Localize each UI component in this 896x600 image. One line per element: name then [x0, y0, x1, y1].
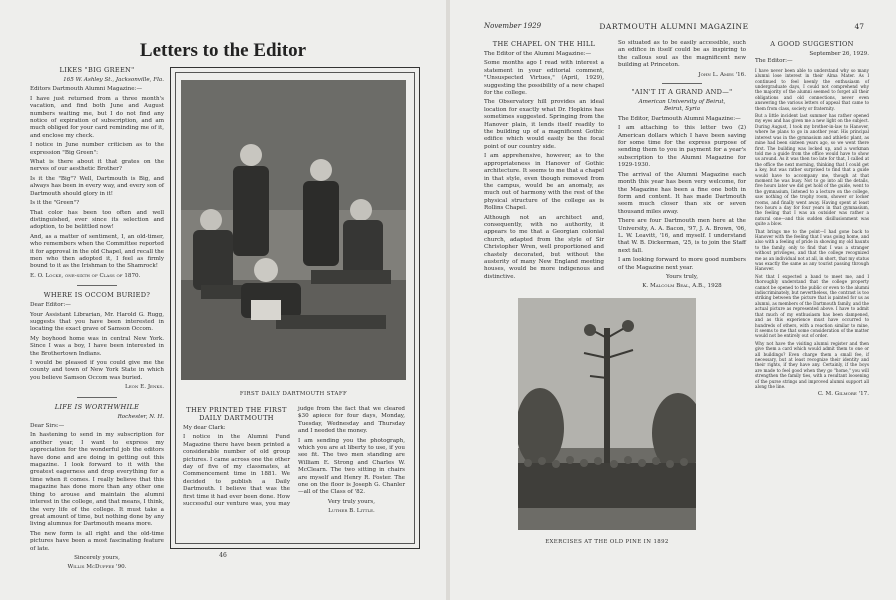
- letter-paragraph: That color has been too often and well distinguished, ever since its selection and adoption, to be belittled now!: [30, 209, 164, 231]
- left-column: [30, 66, 164, 574]
- photo-caption: EXERCISES AT THE OLD PINE IN 1892: [545, 539, 669, 545]
- letter-paragraph: Your Assistant Librarian, Mr. Harold G. Rugg, suggests that you have been interested in locating the exact grave of Samson Occom.: [30, 311, 164, 333]
- letter-heading: A GOOD SUGGESTION: [770, 40, 854, 48]
- letter-heading: LIFE IS WORTHWHILE: [54, 402, 140, 411]
- section-divider: [77, 397, 117, 398]
- letter-paragraph: I am sending you the photograph, which you are at liberty to use, if you see fit. The two men standing are William E. Strong and Charles W. McClearn. The two sitting in chairs are myself and Henry R. Foster. The one on the floor is Joseph G. Chanler—all of the Class of '82.: [298, 437, 405, 496]
- letter-signature: K. Malcolm Beal, A.B., 1928: [642, 283, 722, 290]
- letter-paragraph: I am looking forward to more good numbers of the Magazine next year.: [618, 257, 746, 271]
- letter-occom: [30, 291, 164, 391]
- staff-photo-image: [181, 80, 406, 380]
- letter-signature: John L. Ames '16.: [698, 71, 746, 78]
- letter-paragraph: And, as a matter of sentiment, I, an old-timer, who remembers when the Committee reported it for approval in the old Chapel, and recall the men who then adopted it, I feel as firmly bound to it as the Irishman to the Shamrock!: [30, 233, 164, 270]
- letter-closing: Very truly yours,: [327, 498, 376, 505]
- letter-paragraph: Why not have the visiting alumni register and then give them a card which would admit them to one or all buildings? Even charge them a small fee, if necessary, but at least recognize their identity and their rights, if they have any. Certainly, if the boys are made to feel good when they go "home," you will strengthen the family ties, with a resultant loosening of the purse strings and improved alumni support all along the line.: [755, 340, 869, 389]
- running-head: [484, 22, 864, 32]
- suggestion-column: [755, 40, 869, 399]
- letter-paragraph: I have just returned from a three month's vacation, and find both June and August numbers waiting me, but I do not find any notice of expiration of subscription, and am much obliged for your card reminding me of it, and enclose my check.: [30, 95, 164, 139]
- letter-paragraph: The arrival of the Alumni Magazine each month this year has been very welcome, for the Magazine has been a fine one both in form and content. It has made Dartmouth seem much closer than six or seven thousand miles away.: [618, 171, 746, 215]
- letter-address: American University of Beirut,: [638, 99, 726, 106]
- staff-photo: [181, 80, 406, 380]
- letter-paragraph: The new form is all right and the old-time pictures have been a most fascinating feature of late.: [30, 530, 164, 552]
- letter-worthwhile: [30, 403, 164, 572]
- letter-salutation: The Editor, Dartmouth Alumni Magazine:—: [618, 115, 741, 122]
- letter-paragraph: Not that I expected a band to meet me, and I thoroughly understand that the college property cannot be opened to the public or even to the alumni indiscriminately, but nevertheless, the contrast is too striking between the picture that is painted for us as alumni, as members of the Dartmouth family, and the actual picture as represented above. I have to admit that much of my enthusiasm has been dampened, and as this experience must have occurred to hundreds of others, with a reaction similar to mine, it seems to me that some consideration of the matter would not be entirely out of order.: [755, 273, 869, 339]
- letter-signature: Luther B. Little.: [328, 508, 375, 515]
- letter-big-green: [30, 66, 164, 280]
- letter-paragraph: So situated as to be easily accessible, such an edifice in itself could be as inspiring to the callous soul as the magnificent new building at Princeton.: [618, 40, 746, 69]
- magazine-name: DARTMOUTH ALUMNI MAGAZINE: [599, 22, 749, 31]
- letter-paragraph: Is it the "Big"? Well, Dartmouth is Big, and always has been in every way, and every son of Dartmouth should glory in it!: [30, 175, 164, 197]
- letter-salutation: Editors Dartmouth Alumni Magazine:—: [30, 86, 143, 93]
- letter-salutation: Dear Editor:—: [30, 302, 71, 309]
- letter-first-daily: [183, 406, 405, 516]
- grand-column: [618, 40, 746, 293]
- letter-paragraph: I am apprehensive, however, as to the appropriateness in Hanover of Gothic architecture. It seems to me that a chapel in that style, even though removed from the campus, would be an anomaly, as much out of harmony with the rest of the physical structure of the college as is Rollins Chapel.: [484, 153, 604, 212]
- old-pine-photo: [518, 298, 696, 530]
- letter-address: 165 W. Ashley St., Jacksonville, Fla.: [63, 77, 164, 83]
- letter-paragraph: Although not an architect and, consequently, with no authority, it appears to me that a Georgian colonial church, adapted from the style of Sir Christopher Wren, well proportioned and chastely decorated, but without the austerity of many New England meeting houses, would be more indigenous and distinctive.: [484, 214, 604, 280]
- letter-paragraph: Is it the "Green"?: [30, 200, 80, 207]
- issue-date: November 1929: [484, 22, 542, 30]
- letter-signature: Willis McDuffee '90.: [67, 564, 127, 571]
- letter-suggestion: [755, 40, 869, 399]
- letter-paragraph: I would be pleased if you could give me the county and town of New York State in which you believe Samson Occom was buried.: [30, 360, 164, 381]
- letter-paragraph: I notice in the Alumni Fund Magazine there have been printed a considerable number of old group pictures. I came across one the other day of five of my classmates, at Commencement time in 1881. We decided to publish a Daily Dartmouth. I believe that was the first time it had ever been done. How successful our venture was, you may judge from the fact that we cleared $30 apiece for four days, Monday, Tuesday, Wednesday and Thursday and I needed the money.: [183, 406, 405, 508]
- letter-signature: Leon E. Jenks.: [124, 384, 164, 391]
- page-number: 46: [219, 552, 227, 559]
- letter-closing: Sincerely yours,: [74, 554, 120, 561]
- letter-salutation: Dear Sirs:—: [30, 423, 65, 430]
- page-title: Letters to the Editor: [139, 40, 307, 61]
- letter-heading: LIKES "BIG GREEN": [59, 66, 135, 74]
- photo-caption: FIRST DAILY DARTMOUTH STAFF: [239, 391, 348, 397]
- chapel-column: [484, 40, 604, 283]
- letter-salutation: The Editor of the Alumni Magazine:—: [484, 51, 592, 57]
- letter-address: Rochester, N. H.: [117, 413, 164, 420]
- left-page: [0, 0, 446, 600]
- letter-salutation: My dear Clark:: [183, 425, 226, 431]
- letter-heading: WHERE IS OCCOM BURIED?: [43, 291, 151, 300]
- letter-paragraph: What is there about it that grates on the nerves of our aesthetic Brother?: [30, 159, 164, 173]
- letter-paragraph: I am attaching to this letter two (2) American dollars which I have been saving for some time for the express purpose of sending them to you in payment for a year's subscription to the Alumni Magazine for 1929-1930.: [618, 125, 746, 169]
- letter-heading: "AIN'T IT A GRAND AND—": [631, 88, 733, 97]
- letter-paragraph: That brings me to the point—I had gone back to Hanover with the feeling that I was going home, and also with a feeling of pride in showing my old haunts to the family, only to find that I was a stranger without privileges, and that the college recognized me as an individual not at all, in short, that my status was exactly the same as any tourist passing through Hanover.: [755, 228, 869, 272]
- letter-closing: Yours truly,: [665, 273, 698, 280]
- page-number: 47: [854, 22, 864, 31]
- letter-paragraph: The Observatory hill provides an ideal location for exactly what Dr. Hopkins has sometimes suggested. Springing from the Hanover plain, it lends itself readily to the building up of a magnificent Gothic edifice which would easily be the focal point of our country side.: [484, 99, 604, 150]
- letter-paragraph: But a little incident last summer has rather opened my eyes and has given me a new light on the subject. During August, I took my brother-in-law to Hanover, where he plans to go in another year. His principal interest was in the gymnasium and athletic plant, as mine had been sixteen years ago, so we went there first. The building was locked up, and a workman told me a guide from the office would have to show us around. As it was then too late for that, I called at the office the next morning, thinking that I could get a key, but was rather surprised to find that a guide would have to accompany me, though at that moment he was busy. Not to go into all the details, five hours later we did get hold of the guide, went to the gymnasium, listened to a lecture on the college, saw nothing of the trophy room, shower or locker rooms, and finally went away. Having spent at least two hours a day for four years in that gymnasium, the feeling that I was an outsider was rather a natural one—and this sudden disillusionment was quite a blow.: [755, 113, 869, 227]
- letter-chapel: [484, 40, 604, 281]
- right-page: [450, 0, 896, 600]
- section-divider: [77, 285, 117, 286]
- letter-heading: THEY PRINTED THE FIRST: [186, 406, 287, 414]
- letter-signature: C. M. Gilmore '17.: [817, 391, 869, 398]
- letter-paragraph: In hastening to send in my subscription for another year, I want to express my appreciation for the wonderful job the editors have done and are doing in getting out this magazine. I look forward to it with the greatest eagerness and drop everything for a time when it comes. I really believe that this magazine has done more than any other one thing to arouse and maintain the alumni interest in the college, and that means, I think, the very life of the college. It must take a great amount of time, but nothing done by any living alumnus for Dartmouth means more.: [30, 432, 164, 528]
- letter-paragraph: I notice in June number criticism as to the expression "Big Green":: [30, 142, 164, 156]
- old-pine-image: [518, 298, 696, 530]
- section-divider: [662, 83, 702, 84]
- letter-heading: DAILY DARTMOUTH: [199, 414, 274, 422]
- letter-grand: [618, 88, 746, 291]
- letter-paragraph: My boyhood home was in central New York. Since I was a boy, I have been interested in the Brothertown Indians.: [30, 335, 164, 357]
- letter-paragraph: There are four Dartmouth men here at the University, A. A. Bacon, '97, J. A. Brown, '06, L. W. Leavitt, '16, and myself. I understand that W. B. Dickerman, '25, is to join the Staff next fall.: [618, 218, 746, 254]
- letter-heading: THE CHAPEL ON THE HILL: [492, 40, 596, 48]
- letter-paragraph: I have never been able to understand why so many alumni lose interest in their Alma Mater. As I continued to feel keenly the enthusiasm of undergraduate days, I could not comprehend why the majority of the alumni seemed to forget all their obligations and old connections, never even answering the various letters of appeal that came to them from class, society or fraternity.: [755, 67, 869, 111]
- letter-signature: E. O. Locke, one-sixth of Class of 1870.: [30, 272, 141, 279]
- letter-paragraph: Some months ago I read with interest a statement in your editorial comment, "Unsuspected Virtues," (April, 1929), suggesting the possibility of a new chapel for the college.: [484, 60, 604, 97]
- letter-address: Beirut, Syria: [663, 106, 701, 113]
- letter-date: September 26, 1929.: [809, 51, 869, 57]
- letter-salutation: The Editor:—: [755, 58, 793, 65]
